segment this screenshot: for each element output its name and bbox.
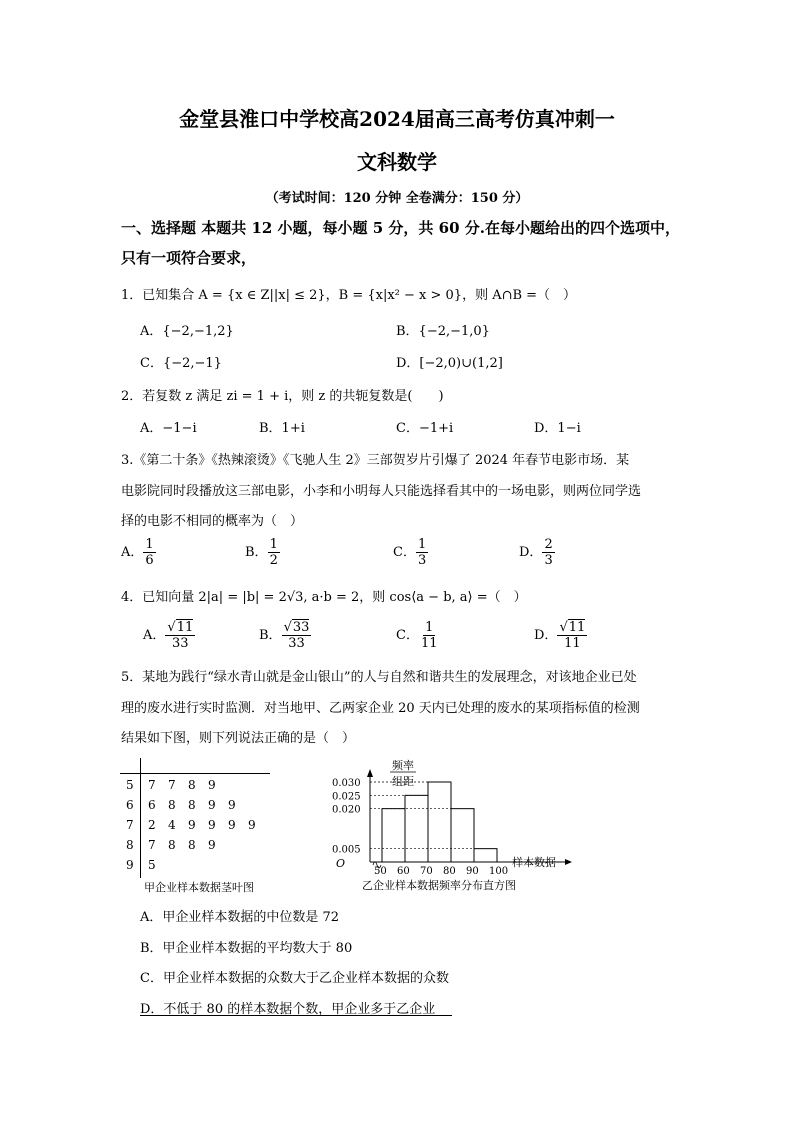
leaf-value: 9 xyxy=(208,778,216,792)
stem-leaf-divider xyxy=(140,758,141,878)
stem-value: 8 xyxy=(126,838,134,852)
hist-bar xyxy=(428,782,451,862)
hist-x-tick-label: 80 xyxy=(443,866,456,877)
q3-c-den: 3 xyxy=(417,553,427,568)
leaf-value: 9 xyxy=(208,798,216,812)
leaf-value: 9 xyxy=(208,818,216,832)
q3-b-fraction xyxy=(268,537,280,568)
q1-stem: 1．已知集合 A = {x ∈ Z||x| ≤ 2}，B = {x|x² − x > 0}，则 A∩B =（ ） xyxy=(121,288,577,303)
hist-x-tick-label: 90 xyxy=(466,866,479,877)
q4-a-label: A． xyxy=(143,628,166,643)
histogram-chart xyxy=(330,755,590,895)
q1-option-c: C．{−2,−1} xyxy=(140,356,222,371)
leaf-value: 9 xyxy=(188,818,196,832)
q4-b-den: 33 xyxy=(288,636,305,651)
hist-title: 乙企业样本数据频率分布直方图 xyxy=(362,879,516,892)
hist-bars xyxy=(382,782,497,862)
stem-value: 6 xyxy=(126,798,134,812)
q3-d-den: 3 xyxy=(544,553,553,568)
hist-y-tick-label: 0.030 xyxy=(332,778,361,789)
hist-x-arrow xyxy=(565,859,572,865)
q4-c-fraction xyxy=(419,620,440,651)
q4-d-num-wrap: √11 xyxy=(559,620,586,635)
leaf-value: 8 xyxy=(168,838,176,852)
exam-info: （考试时间：120 分钟 全卷满分：150 分） xyxy=(265,191,529,206)
q4-d-fraction xyxy=(557,620,587,651)
leaf-value: 9 xyxy=(228,818,236,832)
hist-bar xyxy=(405,795,428,862)
leaf-value: 6 xyxy=(148,798,156,812)
q3-d-fraction xyxy=(542,537,554,568)
q4-c-label: C． xyxy=(396,628,419,643)
hist-y-tick-label: 0.025 xyxy=(332,791,361,803)
page-title: 金堂县淮口中学校高2024届高三高考仿真冲刺一 xyxy=(179,107,615,131)
hist-x-tick-label: 70 xyxy=(420,866,433,877)
leaf-value: 4 xyxy=(168,818,176,832)
hist-y-ticks xyxy=(332,778,361,856)
q2-option-b: B．1+i xyxy=(259,421,305,436)
q5-line3: 结果如下图，则下列说法正确的是（ ） xyxy=(121,731,356,746)
q1-option-a: A．{−2,−1,2} xyxy=(140,324,234,339)
hist-x-tick-label: 50 xyxy=(374,866,387,877)
q3-d-num: 2 xyxy=(544,537,553,552)
leaf-value: 9 xyxy=(248,818,256,832)
subject-title: 文科数学 xyxy=(357,150,437,174)
hist-bar xyxy=(382,809,405,862)
q4-d-label: D． xyxy=(534,628,558,643)
q5-line1: 5．某地为践行“绿水青山就是金山银山”的人与自然和谐共生的发展理念，对该地企业已处 xyxy=(121,670,637,685)
q4-a-den: 33 xyxy=(172,636,189,651)
q3-a-label: A． xyxy=(121,545,144,560)
leaf-value: 8 xyxy=(188,778,196,792)
stem-value: 5 xyxy=(126,778,134,792)
q3-b-num: 1 xyxy=(269,537,278,552)
leaf-value: 5 xyxy=(148,858,156,872)
leaf-value: 8 xyxy=(188,838,196,852)
hist-y-tick-label: 0.005 xyxy=(332,844,361,856)
q1-option-b: B．{−2,−1,0} xyxy=(396,324,490,339)
hist-ylabel-top: 频率 xyxy=(392,759,414,772)
q4-a-fraction xyxy=(165,620,195,651)
hist-x-ticks xyxy=(374,866,508,877)
stem-leaf-caption: 甲企业样本数据茎叶图 xyxy=(144,881,254,894)
hist-x-tick-label: 60 xyxy=(397,866,410,877)
stem-leaf-top-line xyxy=(120,773,270,774)
q3-c-fraction xyxy=(416,537,428,568)
q3-line1: 3.《第二十条》《热辣滚烫》《飞驰人生 2》三部贺岁片引爆了 2024 年春节电影市场．某 xyxy=(121,453,630,468)
hist-origin-label: O xyxy=(336,857,346,870)
q4-b-label: B． xyxy=(259,628,282,643)
q5-line2: 理的废水进行实时监测．对当地甲、乙两家企业 20 天内已处理的废水的某项指标值的检测 xyxy=(121,701,640,716)
hist-guides xyxy=(370,782,474,849)
section-heading-line2: 只有一项符合要求， xyxy=(121,249,257,267)
hist-ylabel-bottom: 组距 xyxy=(392,775,414,788)
q4-b-num-wrap: √33 xyxy=(283,620,310,635)
q4-d-den: 11 xyxy=(564,636,581,651)
stem-value: 9 xyxy=(126,858,134,872)
q2-option-c: C．−1+i xyxy=(396,421,454,436)
q3-option-d xyxy=(519,537,555,568)
leaf-value: 7 xyxy=(148,838,156,852)
q3-a-den: 6 xyxy=(145,553,154,568)
q2-option-d: D．1−i xyxy=(534,421,581,436)
q3-option-c xyxy=(393,537,428,568)
hist-y-arrow xyxy=(367,769,373,777)
hist-y-tick-label: 0.020 xyxy=(332,804,361,816)
q3-option-b xyxy=(245,537,280,568)
stem-leaf-plot xyxy=(120,758,275,893)
q5-option-c: C．甲企业样本数据的众数大于乙企业样本数据的众数 xyxy=(140,971,449,986)
q3-b-label: B． xyxy=(245,545,268,560)
stem-value: 7 xyxy=(126,818,134,832)
q4-a-num-wrap: √11 xyxy=(167,620,194,635)
leaf-value: 9 xyxy=(208,838,216,852)
q3-b-den: 2 xyxy=(269,553,278,568)
leaf-value: 9 xyxy=(228,798,236,812)
q4-b-num: 33 xyxy=(292,620,310,635)
q5-option-b: B．甲企业样本数据的平均数大于 80 xyxy=(140,941,353,956)
leaf-value: 2 xyxy=(148,818,156,832)
q4-c-num: 1 xyxy=(425,620,434,635)
hist-bar xyxy=(451,809,474,862)
leaf-value: 7 xyxy=(168,778,176,792)
q4-option-d xyxy=(534,620,587,651)
leaf-value: 8 xyxy=(168,798,176,812)
q4-option-a xyxy=(143,620,195,651)
q5-option-d: D．不低于 80 的样本数据个数，甲企业多于乙企业 xyxy=(140,1002,436,1017)
q3-a-num: 1 xyxy=(145,537,154,552)
q4-option-c xyxy=(396,620,440,651)
q4-a-num: 11 xyxy=(176,620,194,635)
leaf-value: 7 xyxy=(148,778,156,792)
q1-option-d: D．[−2,0)∪(1,2] xyxy=(396,356,503,371)
q3-d-label: D． xyxy=(519,545,543,560)
q4-c-den: 11 xyxy=(420,636,438,651)
q2-option-a: A．−1−i xyxy=(140,421,197,436)
q3-c-num: 1 xyxy=(417,537,427,552)
q3-line2: 电影院同时段播放这三部电影，小李和小明每人只能选择看其中的一场电影，则两位同学选 xyxy=(121,484,642,499)
q3-option-a xyxy=(121,537,156,568)
leaf-value: 8 xyxy=(188,798,196,812)
q5-option-d-underline xyxy=(140,1015,452,1016)
q3-c-label: C． xyxy=(393,545,416,560)
hist-xlabel: 样本数据 xyxy=(512,856,556,869)
q4-stem: 4．已知向量 2|a| = |b| = 2√3, a·b = 2，则 cos⟨a − b, a⟩ =（ ） xyxy=(121,590,527,605)
q4-b-fraction xyxy=(282,620,312,651)
q4-option-b xyxy=(259,620,311,651)
q2-stem: 2．若复数 z 满足 zi = 1 + i，则 z 的共轭复数是( ) xyxy=(121,389,444,404)
q5-option-a: A．甲企业样本数据的中位数是 72 xyxy=(140,910,340,925)
hist-x-tick-label: 100 xyxy=(489,866,509,877)
hist-bar xyxy=(474,849,497,862)
section-heading-line1: 一、选择题 本题共 12 小题，每小题 5 分，共 60 分.在每小题给出的四个选项中， xyxy=(121,219,680,237)
q3-line3: 择的电影不相同的概率为（ ） xyxy=(121,514,304,529)
q3-a-fraction xyxy=(143,537,155,568)
q4-d-num: 11 xyxy=(568,620,586,635)
